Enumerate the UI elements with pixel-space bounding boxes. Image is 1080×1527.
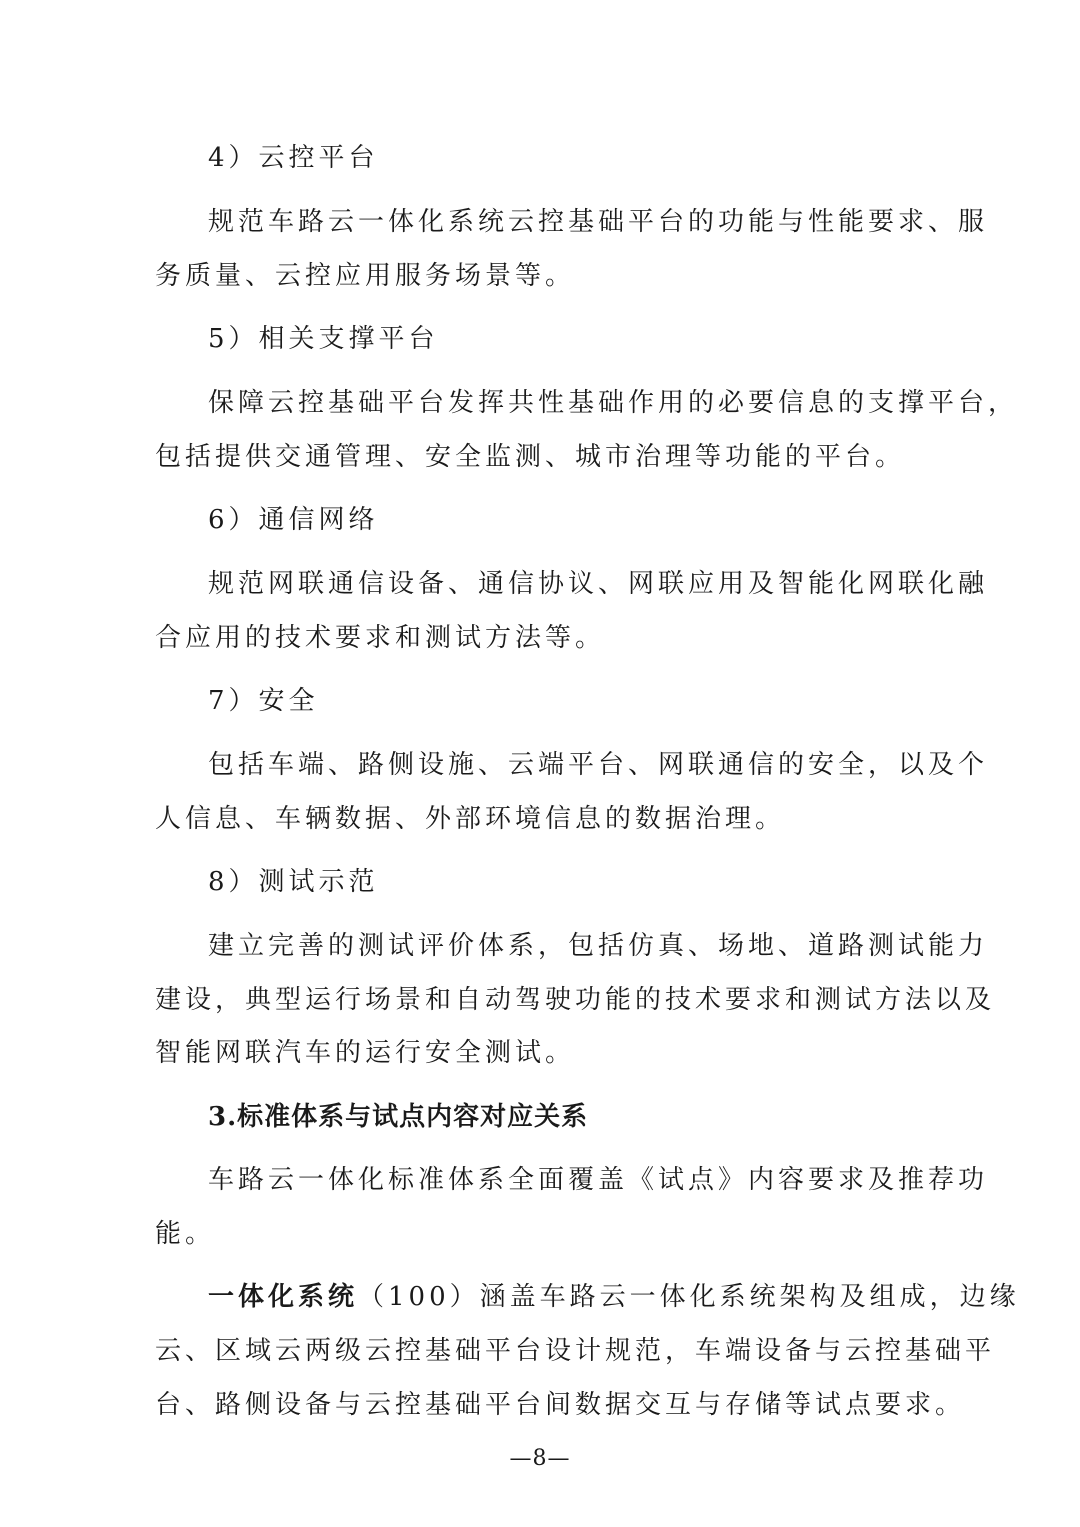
paragraph-line: 合应用的技术要求和测试方法等。 (155, 623, 606, 653)
paragraph-line: 建设，典型运行场景和自动驾驶功能的技术要求和测试方法以及 (155, 985, 996, 1015)
paragraph-line: 建立完善的测试评价体系，包括仿真、场地、道路测试能力 (208, 931, 989, 961)
paragraph-first-line (208, 1280, 1020, 1314)
paragraph-line: 包括提供交通管理、安全监测、城市治理等功能的平台。 (155, 442, 906, 472)
paragraph-line: 务质量、云控应用服务场景等。 (155, 261, 576, 291)
section-heading-testing: 8）测试示范 (208, 867, 379, 897)
paragraph-line: 台、路侧设备与云控基础平台间数据交互与存储等试点要求。 (155, 1390, 966, 1420)
section-3-heading: 3.标准体系与试点内容对应关系 (208, 1102, 589, 1132)
section-heading-support-platform: 5）相关支撑平台 (208, 324, 439, 354)
paragraph-line: 车路云一体化标准体系全面覆盖《试点》内容要求及推荐功 (208, 1165, 989, 1195)
paragraph-line: 包括车端、路侧设施、云端平台、网联通信的安全，以及个 (208, 750, 989, 780)
paragraph-line: 规范网联通信设备、通信协议、网联应用及智能化网联化融 (208, 569, 989, 599)
page-number: —8— (509, 1446, 571, 1471)
paragraph-line: 规范车路云一体化系统云控基础平台的功能与性能要求、服 (208, 207, 989, 237)
section-heading-cloud-control: 4）云控平台 (208, 143, 379, 173)
section-heading-security: 7）安全 (208, 686, 319, 716)
bold-term: 一体化系统 (208, 1282, 359, 1312)
paragraph-line: （100）涵盖车路云一体化系统架构及组成，边缘 (358, 1282, 1020, 1312)
paragraph-line: 云、区域云两级云控基础平台设计规范，车端设备与云控基础平 (155, 1336, 996, 1366)
paragraph-line: 人信息、车辆数据、外部环境信息的数据治理。 (155, 804, 786, 834)
paragraph-line: 保障云控基础平台发挥共性基础作用的必要信息的支撑平台， (208, 388, 1019, 418)
paragraph-line: 智能网联汽车的运行安全测试。 (155, 1038, 576, 1068)
paragraph-line: 能。 (155, 1219, 216, 1249)
section-heading-network: 6）通信网络 (208, 505, 379, 535)
